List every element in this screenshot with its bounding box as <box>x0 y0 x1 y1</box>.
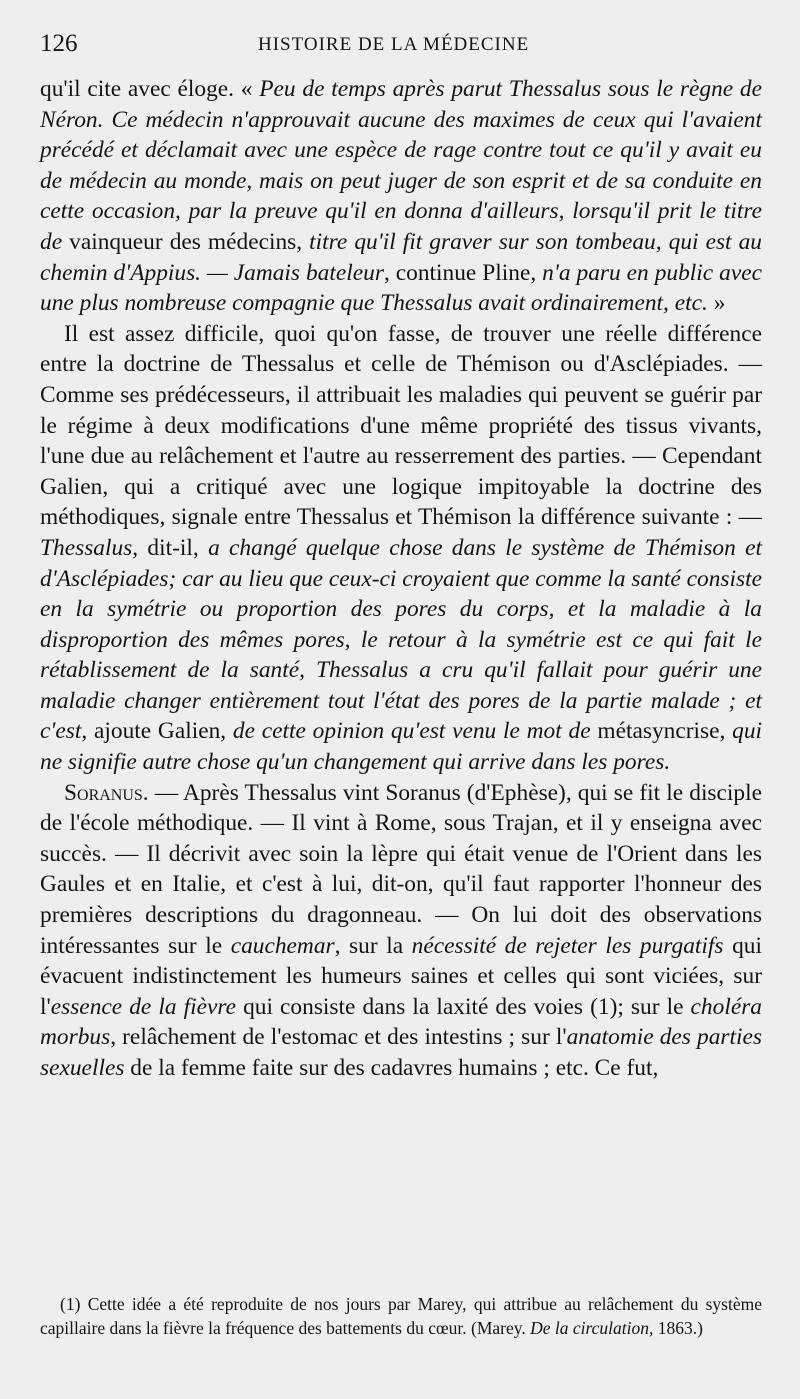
text-run-italic: Thessalus, <box>40 534 139 561</box>
text-run-italic: cauchemar <box>230 932 335 959</box>
text-run: , continue Pline, <box>383 259 543 286</box>
text-run: — Après Thessalus vint Soranus (d'Ephèse), qui se fit le disciple de l'école méthodique. — Il vint à Rome, sous Trajan, et il y enseigna avec succès. — Il décrivit avec soin la lèpre qui était venue de l'Orient dans les Gaules et en Italie, et c'est à lui, dit-on, qu'il faut rapporter l'honneur des premières descriptions du dragonneau. — On lui doit des observations intéressantes sur le <box>40 779 762 959</box>
section-name: Soranus. <box>64 779 149 806</box>
footnote-citation-title: De la circulation, <box>530 1318 654 1338</box>
page-header <box>40 30 760 66</box>
text-run: qui évacuent indistinctement les humeurs saines et celles qui sont viciées, sur l' <box>40 932 762 1020</box>
paragraph-pliny-quote <box>40 74 762 319</box>
paragraph-soranus <box>40 778 762 1084</box>
text-run: , sur la <box>334 932 412 959</box>
paragraph-thessalus-doctrine <box>40 319 762 778</box>
text-run-italic: anatomie des parties sexuelles <box>40 1024 762 1081</box>
text-run-italic: essence de la fièvre <box>50 993 237 1020</box>
text-run: Il est assez difficile, quoi qu'on fasse, de trouver une réelle différence entre la doctrine de Thessalus et celle de Thémison ou d'Asclépiades. — Comme ses prédécesseurs, il attribuait les maladies qui peuvent se guérir par le régime à deux modifications d'une même propriété des tissus vivants, l'une due au relâchement et l'autre au resserrement des parties. — Cependant Galien, qui a critiqué avec une logique impitoyable la doctrine des méthodiques, signale entre Thessalus et Thémison la différence suivante : — <box>40 320 762 531</box>
text-run-italic: de cette opinion qu'est venu le mot de <box>232 718 591 745</box>
text-run: métasyncrise, <box>590 718 733 745</box>
text-run-italic: qui ne signifie autre chose qu'un changement qui arrive dans les pores. <box>40 718 763 776</box>
text-run: de la femme faite sur des cadavres humains ; etc. Ce fut, <box>124 1055 659 1081</box>
text-run: qu'il cite avec éloge. « <box>40 76 260 102</box>
footnotes <box>40 1292 762 1340</box>
text-run-italic: n'a paru en public avec une plus nombreuse compagnie que Thessalus avait ordinairement, etc. <box>40 259 762 317</box>
text-run: , ajoute Galien, <box>81 718 233 745</box>
page-number: 126 <box>40 30 78 57</box>
text-run-italic: titre qu'il fit graver sur son tombeau, qui est au chemin d'Appius. — Jamais bateleur <box>40 228 762 286</box>
text-run: dit-il, <box>138 534 209 561</box>
text-run-italic: choléra morbus <box>40 993 762 1051</box>
body-text <box>40 74 762 1084</box>
text-run: vainqueur des médecins, <box>62 228 310 255</box>
text-run: qui consiste dans la laxité des voies (1); sur le <box>236 993 691 1020</box>
footnote-text-end: 1863.) <box>653 1318 703 1338</box>
text-run: , relâchement de l'estomac et des intestins ; sur l' <box>110 1024 567 1051</box>
footnote-1 <box>40 1292 762 1340</box>
running-title: HISTOIRE DE LA MÉDECINE <box>258 34 530 55</box>
text-run-italic: a changé quelque chose dans le système de Thémison et d'Asclépiades; car au lieu que ceux-ci croyaient que comme la santé consiste en la symétrie ou proportion des pores du corps, et la maladie à la disproportion des mêmes pores, le retour à la symétrie est ce qui fait le rétablissement de la santé, Thessalus a cru qu'il fallait pour guérir une maladie changer entièrement tout l'état des pores de la partie malade ; et c'est <box>40 534 762 745</box>
footnote-text: (1) Cette idée a été reproduite de nos jours par Marey, qui attribue au relâchement du système capillaire dans la fièvre la fréquence des battements du cœur. (Marey. <box>40 1294 762 1338</box>
text-run: » <box>707 290 726 317</box>
text-run-italic: Peu de temps après parut Thessalus sous le règne de Néron. Ce médecin n'approuvait aucune des maximes de ceux qui l'avaient précédé et déclamait avec une espèce de rage contre tout ce qu'il y avait eu de médecin au monde, mais on peut juger de son esprit et de sa conduite en cette occasion, par la preuve qu'il en donna d'ailleurs, lorsqu'il prit le titre de <box>40 76 762 255</box>
text-run-italic: nécessité de rejeter les purgatifs <box>411 932 724 959</box>
